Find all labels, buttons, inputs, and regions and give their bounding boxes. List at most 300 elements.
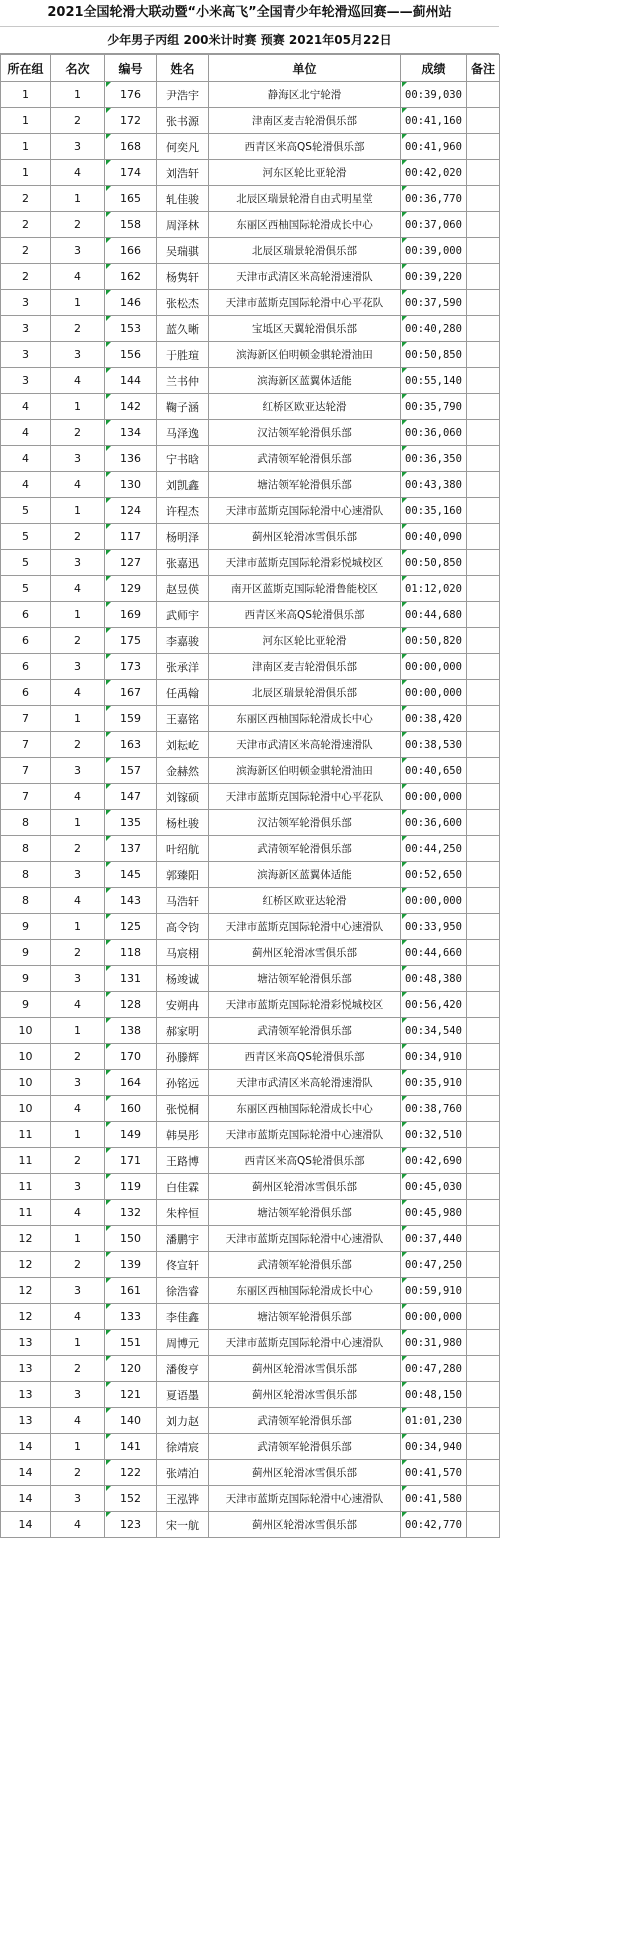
cell-number-text: 165 <box>120 192 141 205</box>
cell-unit <box>209 628 401 654</box>
table-row <box>1 1382 500 1408</box>
cell-number-text: 118 <box>120 946 141 959</box>
cell-rank-text: 4 <box>74 998 81 1011</box>
cell-rank-text: 1 <box>74 88 81 101</box>
cell-unit-text: 汉沽领军轮滑俱乐部 <box>257 427 352 439</box>
cell-unit-text: 蓟州区轮滑冰雪俱乐部 <box>252 1467 357 1479</box>
cell-rank-text: 2 <box>74 634 81 647</box>
table-row <box>1 576 500 602</box>
cell-result <box>401 628 467 654</box>
comment-marker-icon <box>402 1486 407 1491</box>
cell-note <box>467 1148 500 1174</box>
cell-number-text: 123 <box>120 1518 141 1531</box>
cell-result <box>401 1356 467 1382</box>
cell-group <box>1 160 51 186</box>
cell-rank-text: 2 <box>74 530 81 543</box>
cell-result-text: 00:43,380 <box>405 478 462 491</box>
comment-marker-icon <box>402 394 407 399</box>
cell-note <box>467 784 500 810</box>
cell-number-text: 132 <box>120 1206 141 1219</box>
cell-result <box>401 940 467 966</box>
cell-name-text: 张悦桐 <box>166 1102 199 1116</box>
cell-unit <box>209 1460 401 1486</box>
comment-marker-icon <box>106 576 111 581</box>
cell-number <box>105 290 157 316</box>
cell-group-text: 6 <box>22 634 29 647</box>
cell-group-text: 10 <box>18 1050 33 1063</box>
cell-result-text: 00:42,770 <box>405 1518 462 1531</box>
cell-result-text: 00:37,060 <box>405 218 462 231</box>
cell-number <box>105 1174 157 1200</box>
comment-marker-icon <box>106 1512 111 1517</box>
cell-name <box>157 1486 209 1512</box>
cell-unit <box>209 212 401 238</box>
comment-marker-icon <box>402 420 407 425</box>
cell-unit <box>209 1122 401 1148</box>
cell-name-text: 李嘉骏 <box>166 634 199 648</box>
comment-marker-icon <box>402 238 407 243</box>
cell-result-text: 00:31,980 <box>405 1336 462 1349</box>
cell-note <box>467 1278 500 1304</box>
comment-marker-icon <box>402 550 407 555</box>
cell-result-text: 00:50,850 <box>405 348 462 361</box>
cell-group <box>1 1070 51 1096</box>
comment-marker-icon <box>106 1408 111 1413</box>
cell-unit-text: 宝坻区天翼轮滑俱乐部 <box>252 323 357 335</box>
cell-number-text: 156 <box>120 348 141 361</box>
cell-note <box>467 1096 500 1122</box>
cell-rank-text: 4 <box>74 270 81 283</box>
cell-result <box>401 706 467 732</box>
cell-unit-text: 天津市蓝斯克国际轮滑中心平花队 <box>225 791 384 803</box>
cell-unit <box>209 108 401 134</box>
cell-rank-text: 1 <box>74 608 81 621</box>
comment-marker-icon <box>402 1382 407 1387</box>
cell-result <box>401 1122 467 1148</box>
cell-note <box>467 160 500 186</box>
cell-unit <box>209 758 401 784</box>
comment-marker-icon <box>106 446 111 451</box>
cell-note <box>467 82 500 108</box>
cell-unit-text: 西青区米高QS轮滑俱乐部 <box>244 141 365 153</box>
comment-marker-icon <box>106 1226 111 1231</box>
cell-name <box>157 134 209 160</box>
cell-number-text: 164 <box>120 1076 141 1089</box>
cell-note <box>467 420 500 446</box>
cell-unit <box>209 290 401 316</box>
table-row <box>1 1460 500 1486</box>
cell-unit <box>209 186 401 212</box>
cell-group <box>1 524 51 550</box>
table-row <box>1 134 500 160</box>
cell-group-text: 3 <box>22 374 29 387</box>
cell-rank <box>51 1434 105 1460</box>
table-row <box>1 1018 500 1044</box>
cell-rank-text: 3 <box>74 1388 81 1401</box>
cell-name <box>157 940 209 966</box>
cell-number <box>105 420 157 446</box>
cell-number-text: 137 <box>120 842 141 855</box>
table-row <box>1 160 500 186</box>
cell-unit-text: 武清领军轮滑俱乐部 <box>257 1441 352 1453</box>
cell-number <box>105 1122 157 1148</box>
table-row <box>1 914 500 940</box>
cell-note <box>467 940 500 966</box>
cell-group <box>1 1356 51 1382</box>
cell-result <box>401 368 467 394</box>
cell-note <box>467 238 500 264</box>
cell-rank <box>51 1018 105 1044</box>
cell-note <box>467 1304 500 1330</box>
cell-note <box>467 758 500 784</box>
cell-number-text: 160 <box>120 1102 141 1115</box>
table-row <box>1 368 500 394</box>
cell-result <box>401 238 467 264</box>
cell-group <box>1 1486 51 1512</box>
cell-group <box>1 1382 51 1408</box>
cell-result <box>401 1486 467 1512</box>
cell-name <box>157 680 209 706</box>
cell-note <box>467 186 500 212</box>
cell-unit-text: 塘沽领军轮滑俱乐部 <box>257 1207 352 1219</box>
comment-marker-icon <box>106 1174 111 1179</box>
cell-note <box>467 524 500 550</box>
cell-name-text: 叶绍航 <box>166 842 199 856</box>
cell-name <box>157 82 209 108</box>
cell-result <box>401 524 467 550</box>
comment-marker-icon <box>106 160 111 165</box>
table-row <box>1 1434 500 1460</box>
cell-result-text: 00:40,280 <box>405 322 462 335</box>
comment-marker-icon <box>106 1486 111 1491</box>
comment-marker-icon <box>402 810 407 815</box>
cell-unit-text: 天津市蓝斯克国际轮滑中心速滑队 <box>225 1129 384 1141</box>
comment-marker-icon <box>106 1070 111 1075</box>
comment-marker-icon <box>402 1304 407 1309</box>
cell-unit-text: 东丽区西柚国际轮滑成长中心 <box>236 219 373 231</box>
cell-number <box>105 628 157 654</box>
cell-name <box>157 264 209 290</box>
cell-name <box>157 914 209 940</box>
cell-name <box>157 862 209 888</box>
cell-number <box>105 914 157 940</box>
cell-number-text: 134 <box>120 426 141 439</box>
cell-group-text: 3 <box>22 322 29 335</box>
cell-note <box>467 628 500 654</box>
cell-name-text: 张松杰 <box>166 296 199 310</box>
cell-note <box>467 966 500 992</box>
cell-rank-text: 2 <box>74 1362 81 1375</box>
cell-group-text: 3 <box>22 348 29 361</box>
cell-unit <box>209 784 401 810</box>
cell-unit-text: 蓟州区轮滑冰雪俱乐部 <box>252 947 357 959</box>
cell-result-text: 00:34,940 <box>405 1440 462 1453</box>
comment-marker-icon <box>402 758 407 763</box>
cell-group <box>1 758 51 784</box>
cell-name-text: 尹浩宇 <box>166 88 199 102</box>
cell-number-text: 144 <box>120 374 141 387</box>
cell-rank-text: 3 <box>74 868 81 881</box>
comment-marker-icon <box>402 342 407 347</box>
cell-name-text: 王嘉铭 <box>166 712 199 726</box>
cell-name-text: 潘鹏宇 <box>166 1232 199 1246</box>
cell-result-text: 00:55,140 <box>405 374 462 387</box>
cell-number <box>105 1304 157 1330</box>
comment-marker-icon <box>402 368 407 373</box>
comment-marker-icon <box>402 1122 407 1127</box>
cell-number <box>105 992 157 1018</box>
cell-result <box>401 1278 467 1304</box>
cell-number <box>105 1512 157 1538</box>
cell-unit <box>209 420 401 446</box>
cell-unit-text: 滨海新区蓝翼体适能 <box>257 869 352 881</box>
cell-result-text: 00:50,850 <box>405 556 462 569</box>
cell-unit <box>209 862 401 888</box>
cell-number <box>105 576 157 602</box>
cell-unit-text: 天津市蓝斯克国际轮滑中心速滑队 <box>225 1493 384 1505</box>
cell-unit <box>209 82 401 108</box>
cell-rank-text: 2 <box>74 842 81 855</box>
cell-result-text: 00:34,540 <box>405 1024 462 1037</box>
cell-group-text: 8 <box>22 868 29 881</box>
cell-rank-text: 2 <box>74 218 81 231</box>
cell-unit-text: 天津市蓝斯克国际轮滑中心速滑队 <box>225 1337 384 1349</box>
header-number: 编号 <box>105 55 157 82</box>
cell-result <box>401 602 467 628</box>
table-row <box>1 550 500 576</box>
comment-marker-icon <box>402 1148 407 1153</box>
cell-result-text: 00:42,020 <box>405 166 462 179</box>
table-row <box>1 628 500 654</box>
cell-rank <box>51 1356 105 1382</box>
comment-marker-icon <box>402 654 407 659</box>
cell-result-text: 00:48,150 <box>405 1388 462 1401</box>
header-name: 姓名 <box>157 55 209 82</box>
cell-rank <box>51 446 105 472</box>
comment-marker-icon <box>402 602 407 607</box>
cell-group-text: 13 <box>18 1336 33 1349</box>
cell-rank <box>51 1044 105 1070</box>
cell-rank <box>51 1486 105 1512</box>
cell-group-text: 9 <box>22 946 29 959</box>
cell-group-text: 6 <box>22 686 29 699</box>
cell-unit <box>209 1200 401 1226</box>
comment-marker-icon <box>106 628 111 633</box>
comment-marker-icon <box>106 1200 111 1205</box>
cell-result-text: 00:42,690 <box>405 1154 462 1167</box>
comment-marker-icon <box>402 732 407 737</box>
comment-marker-icon <box>106 1096 111 1101</box>
comment-marker-icon <box>402 992 407 997</box>
cell-number <box>105 212 157 238</box>
cell-name <box>157 472 209 498</box>
table-row <box>1 186 500 212</box>
cell-name <box>157 628 209 654</box>
cell-number-text: 170 <box>120 1050 141 1063</box>
cell-name <box>157 394 209 420</box>
cell-unit <box>209 1512 401 1538</box>
cell-name-text: 王路博 <box>166 1154 199 1168</box>
cell-name <box>157 238 209 264</box>
cell-name-text: 张书源 <box>166 114 199 128</box>
cell-note <box>467 914 500 940</box>
comment-marker-icon <box>106 212 111 217</box>
table-row <box>1 1122 500 1148</box>
cell-rank-text: 4 <box>74 166 81 179</box>
cell-number <box>105 160 157 186</box>
cell-group-text: 14 <box>18 1466 33 1479</box>
cell-rank-text: 1 <box>74 712 81 725</box>
cell-name <box>157 602 209 628</box>
cell-rank-text: 2 <box>74 738 81 751</box>
cell-note <box>467 316 500 342</box>
cell-number <box>105 342 157 368</box>
cell-rank <box>51 1512 105 1538</box>
cell-result <box>401 654 467 680</box>
cell-number <box>105 1252 157 1278</box>
comment-marker-icon <box>402 1018 407 1023</box>
cell-name <box>157 1122 209 1148</box>
cell-group <box>1 1122 51 1148</box>
comment-marker-icon <box>106 1434 111 1439</box>
cell-name-text: 兰书仲 <box>166 374 199 388</box>
cell-group-text: 1 <box>22 88 29 101</box>
cell-result-text: 00:44,660 <box>405 946 462 959</box>
cell-unit <box>209 446 401 472</box>
table-row <box>1 394 500 420</box>
table-row <box>1 524 500 550</box>
cell-rank-text: 3 <box>74 452 81 465</box>
cell-result-text: 00:44,250 <box>405 842 462 855</box>
sheet-subtitle: 少年男子丙组 200米计时赛 预赛 2021年05月22日 <box>0 27 499 54</box>
cell-name-text: 孙铭远 <box>166 1076 199 1090</box>
cell-rank-text: 3 <box>74 764 81 777</box>
cell-rank-text: 3 <box>74 1076 81 1089</box>
comment-marker-icon <box>402 1200 407 1205</box>
cell-number-text: 153 <box>120 322 141 335</box>
cell-unit-text: 蓟州区轮滑冰雪俱乐部 <box>252 531 357 543</box>
cell-group <box>1 264 51 290</box>
cell-note <box>467 680 500 706</box>
cell-rank-text: 4 <box>74 1518 81 1531</box>
cell-group-text: 4 <box>22 452 29 465</box>
cell-result-text: 00:59,910 <box>405 1284 462 1297</box>
cell-rank-text: 3 <box>74 972 81 985</box>
cell-result <box>401 264 467 290</box>
cell-number-text: 150 <box>120 1232 141 1245</box>
cell-unit-text: 静海区北宁轮滑 <box>267 89 342 101</box>
cell-rank <box>51 160 105 186</box>
cell-group <box>1 446 51 472</box>
cell-unit <box>209 1486 401 1512</box>
cell-result <box>401 1018 467 1044</box>
cell-name <box>157 290 209 316</box>
cell-unit <box>209 1096 401 1122</box>
cell-unit <box>209 134 401 160</box>
cell-rank <box>51 1408 105 1434</box>
cell-note <box>467 498 500 524</box>
cell-name <box>157 810 209 836</box>
cell-rank <box>51 82 105 108</box>
cell-name-text: 郭臻阳 <box>166 868 199 882</box>
cell-group <box>1 1434 51 1460</box>
comment-marker-icon <box>106 342 111 347</box>
comment-marker-icon <box>106 368 111 373</box>
cell-unit <box>209 654 401 680</box>
table-row <box>1 706 500 732</box>
cell-number <box>105 602 157 628</box>
cell-result-text: 00:36,770 <box>405 192 462 205</box>
cell-unit <box>209 940 401 966</box>
cell-number <box>105 758 157 784</box>
cell-number-text: 117 <box>120 530 141 543</box>
cell-unit-text: 塘沽领军轮滑俱乐部 <box>257 1311 352 1323</box>
cell-name <box>157 342 209 368</box>
comment-marker-icon <box>106 1460 111 1465</box>
cell-note <box>467 1486 500 1512</box>
cell-group-text: 13 <box>18 1362 33 1375</box>
cell-name <box>157 1252 209 1278</box>
comment-marker-icon <box>402 966 407 971</box>
cell-unit <box>209 706 401 732</box>
cell-rank <box>51 212 105 238</box>
cell-rank-text: 1 <box>74 816 81 829</box>
cell-number-text: 173 <box>120 660 141 673</box>
cell-group <box>1 1096 51 1122</box>
header-group: 所在组 <box>1 55 51 82</box>
cell-group <box>1 576 51 602</box>
table-row <box>1 1486 500 1512</box>
cell-rank <box>51 186 105 212</box>
cell-unit <box>209 1226 401 1252</box>
table-row <box>1 1330 500 1356</box>
cell-unit-text: 武清领军轮滑俱乐部 <box>257 1415 352 1427</box>
cell-note <box>467 1512 500 1538</box>
cell-group-text: 9 <box>22 998 29 1011</box>
cell-name <box>157 836 209 862</box>
cell-name <box>157 706 209 732</box>
cell-unit-text: 武清领军轮滑俱乐部 <box>257 453 352 465</box>
table-row <box>1 940 500 966</box>
table-row <box>1 108 500 134</box>
cell-result <box>401 550 467 576</box>
cell-group <box>1 186 51 212</box>
cell-note <box>467 394 500 420</box>
cell-rank-text: 1 <box>74 1024 81 1037</box>
cell-number <box>105 238 157 264</box>
cell-unit-text: 蓟州区轮滑冰雪俱乐部 <box>252 1519 357 1531</box>
cell-rank <box>51 810 105 836</box>
cell-result <box>401 576 467 602</box>
header-result: 成绩 <box>401 55 467 82</box>
cell-unit-text: 北辰区瑞景轮滑俱乐部 <box>252 245 357 257</box>
table-row <box>1 654 500 680</box>
cell-group-text: 1 <box>22 114 29 127</box>
cell-number <box>105 368 157 394</box>
cell-rank <box>51 758 105 784</box>
cell-rank <box>51 992 105 1018</box>
cell-rank-text: 2 <box>74 1154 81 1167</box>
cell-name-text: 杨明泽 <box>166 530 199 544</box>
cell-rank <box>51 1226 105 1252</box>
cell-group-text: 14 <box>18 1440 33 1453</box>
comment-marker-icon <box>402 784 407 789</box>
cell-number <box>105 1226 157 1252</box>
cell-rank-text: 1 <box>74 296 81 309</box>
table-row <box>1 420 500 446</box>
comment-marker-icon <box>106 498 111 503</box>
cell-number <box>105 524 157 550</box>
